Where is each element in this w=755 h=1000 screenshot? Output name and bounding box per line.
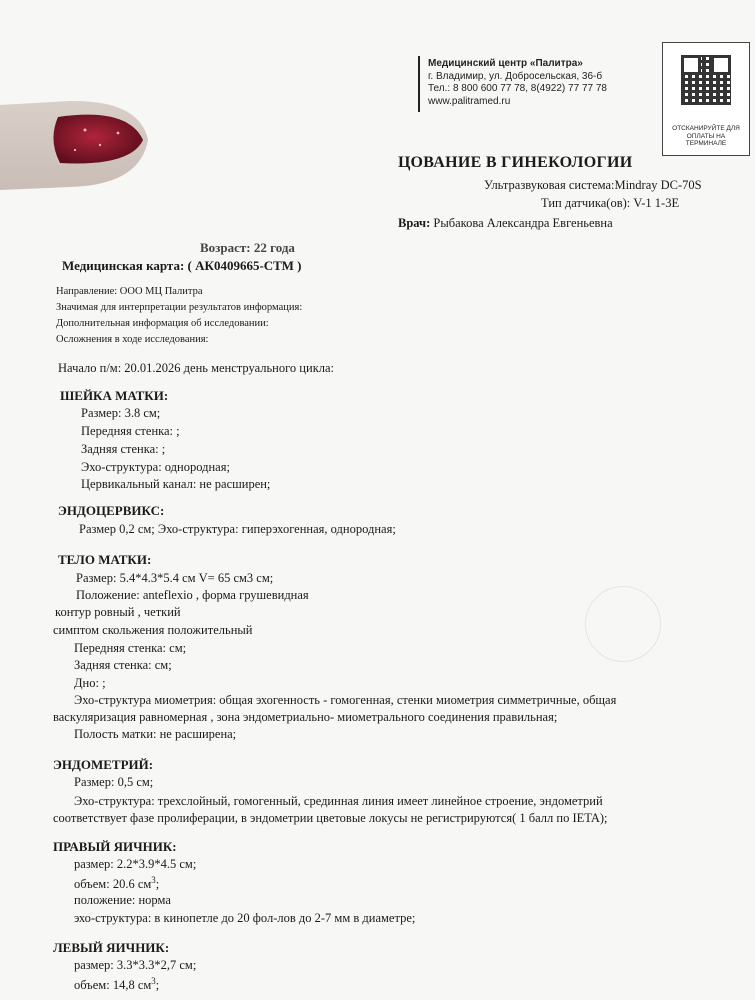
doctor-name: Рыбакова Александра Евгеньевна <box>433 216 613 230</box>
left-ovary-volume-value: объем: 14,8 см <box>74 978 152 993</box>
endometrium-echo-cont: соответствует фазе пролиферации, в эндометрии цветовые локусы не регистрируются( 1 балл по IETA); <box>53 811 608 825</box>
header-divider <box>418 56 420 112</box>
terminator: ; <box>155 877 160 892</box>
cervix-line: Передняя стенка: ; <box>81 424 180 438</box>
right-ovary-size: размер: 2.2*3.9*4.5 см; <box>74 857 197 871</box>
additional-info: Дополнительная информация об исследовании: <box>56 318 269 329</box>
qr-code-icon <box>681 55 731 105</box>
complications: Осложнения в ходе исследования: <box>56 334 209 345</box>
ultrasound-system: Ультразвуковая система:Mindray DC-70S <box>484 178 702 192</box>
direction: Направление: ООО МЦ Палитра <box>56 286 203 297</box>
uterus-title: ТЕЛО МАТКИ: <box>58 552 152 567</box>
uterus-contour: контур ровный , четкий <box>55 605 181 619</box>
right-ovary-volume <box>74 875 159 892</box>
clinic-address: г. Владимир, ул. Добросельская, 36-б <box>428 70 603 82</box>
clinic-name: Медицинский центр «Палитра» <box>428 58 583 69</box>
uterus-back-wall: Задняя стенка: см; <box>74 658 172 672</box>
doctor-label: Врач: <box>398 216 431 230</box>
clinic-phone: Тел.: 8 800 600 77 78, 8(4922) 77 77 78 <box>428 83 607 94</box>
superscript: 3 <box>151 875 156 885</box>
endocervix-title: ЭНДОЦЕРВИКС: <box>58 503 165 518</box>
right-ovary-position: положение: норма <box>74 893 171 907</box>
terminator: ; <box>155 978 160 993</box>
uterus-position: Положение: anteflexio , форма грушевидная <box>76 588 309 602</box>
finger-occlusion <box>0 95 150 195</box>
uterus-cavity: Полость матки: не расширена; <box>74 727 237 741</box>
endometrium-echo: Эхо-структура: трехслойный, гомогенный, срединная линия имеет линейное строение, эндометрий <box>74 794 603 808</box>
superscript: 3 <box>151 976 156 986</box>
doctor <box>398 216 613 231</box>
uterus-size: Размер: 5.4*4.3*5.4 см V= 65 см3 см; <box>76 571 274 585</box>
uterus-slide: симптом скольжения положительный <box>53 623 253 637</box>
cervix-line: Цервикальный канал: не расширен; <box>81 477 271 491</box>
cycle-info: Начало п/м: 20.01.2026 день менструального цикла: <box>58 361 335 375</box>
endometrium-title: ЭНДОМЕТРИЙ: <box>53 757 154 772</box>
qr-note: ОТСКАНИРУЙТЕ ДЛЯ ОПЛАТЫ НА ТЕРМИНАЛЕ <box>672 125 740 147</box>
uterus-echo: Эхо-структура миометрия: общая эхогенность - гомогенная, стенки миометрия симметричные, общая <box>74 693 617 707</box>
cervix-line: Задняя стенка: ; <box>81 442 166 456</box>
clinic-site: www.palitramed.ru <box>428 95 511 107</box>
left-ovary-size: размер: 3.3*3.3*2,7 см; <box>74 958 197 972</box>
cervix-line: Размер: 3.8 см; <box>81 406 161 420</box>
medical-card: Медицинская карта: ( АК0409665-СТМ ) <box>62 258 302 273</box>
report-title: ЦОВАНИЕ В ГИНЕКОЛОГИИ <box>398 154 633 171</box>
sensor-type: Тип датчика(ов): V-1 1-3E <box>541 196 680 210</box>
faint-stamp <box>585 586 661 662</box>
left-ovary-volume <box>74 976 159 993</box>
cervix-line: Эхо-структура: однородная; <box>81 460 230 474</box>
left-ovary-title: ЛЕВЫЙ ЯИЧНИК: <box>53 940 170 955</box>
qr-code-panel <box>662 42 750 156</box>
uterus-echo-cont: васкуляризация равномерная , зона эндометриально- миометрального соединения правильная; <box>53 710 558 724</box>
right-ovary-echo: эхо-структура: в кинопетле до 20 фол-лов до 2-7 мм в диаметре; <box>74 911 416 925</box>
patient-age: Возраст: 22 года <box>200 240 295 255</box>
uterus-front-wall: Передняя стенка: см; <box>74 641 187 655</box>
clinic-info <box>428 58 607 108</box>
endometrium-size: Размер: 0,5 см; <box>74 775 154 789</box>
cervix-title: ШЕЙКА МАТКИ: <box>60 388 169 403</box>
right-ovary-volume-value: объем: 20.6 см <box>74 877 152 892</box>
significant-info: Значимая для интерпретации результатов информация: <box>56 302 303 313</box>
right-ovary-title: ПРАВЫЙ ЯИЧНИК: <box>53 839 177 854</box>
uterus-fundus: Дно: ; <box>74 676 106 690</box>
endocervix-line: Размер 0,2 см; Эхо-структура: гиперэхогенная, однородная; <box>79 522 396 536</box>
